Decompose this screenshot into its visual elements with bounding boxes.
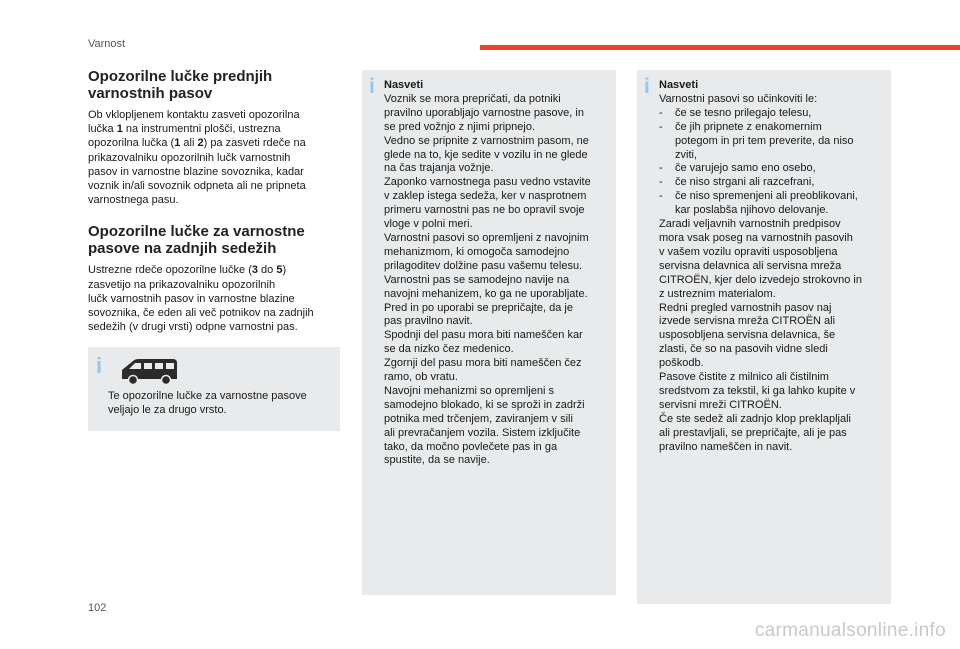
advice-line: se da nizko čez medenico. [384, 343, 514, 356]
bullet-dash: - [659, 162, 663, 175]
advice-line: ali prestavljali, se prepričajte, ali je pas [659, 426, 847, 439]
advice-line: ali prevračanjem vozila. Sistem izključite [384, 426, 581, 439]
left-column [88, 68, 340, 334]
advice-line: pas pravilno navit. [384, 315, 473, 328]
advice-line: Voznik se mora prepričati, da potniki [384, 92, 561, 105]
bullet-dash: - [659, 176, 663, 189]
bullet-line: kar poslabša njihovo delovanje. [675, 204, 829, 217]
bullet-text [675, 107, 885, 121]
bullet-line: zviti, [675, 148, 697, 161]
watermark: carmanualsonline.info [754, 620, 946, 641]
advice-line: Spodnji del pasu mora biti nameščen kar [384, 329, 583, 342]
advice-heading: Nasveti [659, 79, 699, 91]
bullet-text [675, 121, 885, 163]
section-label: Varnost [88, 38, 126, 50]
bullet-list [659, 107, 885, 218]
advice-line: Zgornji del pasu mora biti nameščen čez [384, 357, 582, 370]
advice-line: servisna delavnica ali servisna mreža [659, 259, 842, 272]
bullet-item [659, 107, 885, 121]
advice-line: Zaponko varnostnega pasu vedno vstavite [384, 176, 591, 189]
bullet-dash: - [659, 190, 663, 203]
advice-line: pravilno uporabljajo varnostne pasove, in [384, 106, 584, 119]
bullet-text [675, 162, 885, 176]
bullet-line: potegom in pri tem preverite, da niso [675, 134, 854, 147]
advice-panel-usage-content [384, 79, 610, 468]
paragraph-rear-belt-warnings: Ustrezne rdeče opozorilne lučke (3 do 5) zasvetijo na prikazovalniku opozorilnih lučk varnostnih pasov in varnostne blazine sovoznika, če eden ali več potnikov na zadnjih sedežih (v drugi vrsti) odpne varnostni pas. [88, 264, 314, 334]
advice-line: v zaklep istega sedeža, ker v nasprotnem [384, 190, 587, 203]
advice-line: poškodb. [659, 357, 704, 370]
advice-line: Pred in po uporabi se prepričajte, da je [384, 301, 573, 314]
advice-line: na čas trajanja vožnje. [384, 162, 494, 175]
advice-line: mehanizmom, ki omogoča samodejno [384, 245, 570, 258]
advice-line: tako, da močno povlečete pas in ga [384, 440, 558, 453]
info-icon: i [644, 75, 650, 98]
bullet-item [659, 190, 885, 218]
advice-line: izvede servisna mreža CITROËN ali [659, 315, 836, 328]
paragraph-front-belt-warnings: Ob vklopljenem kontaktu zasveti opozorilna lučka 1 na instrumentni plošči, ustrezna opozorilna lučka (1 ali 2) pa zasveti rdeče na prikazovalniku opozorilnih lučk varnostnih pasov in varnostne blazine sovoznika, kadar voznik in/ali sovoznik odpneta ali ne pripneta varnostnega pasu. [88, 109, 306, 207]
bullet-line: če niso strgani ali razcefrani, [675, 176, 815, 189]
page-number: 102 [88, 602, 107, 614]
info-box-second-row [88, 347, 340, 431]
advice-heading: Nasveti [384, 79, 424, 91]
advice-line: primeru varnostni pas ne bo opravil svoje [384, 204, 585, 217]
advice-line: Pasove čistite z milnico ali čistilnim [659, 371, 829, 384]
advice-line: samodejno blokado, ki se sproži in zadrži [384, 398, 585, 411]
bullet-item [659, 176, 885, 190]
advice-line: Vedno se pripnite z varnostnim pasom, ne [384, 134, 589, 147]
advice-line: servisni mreži CITROËN. [659, 398, 782, 411]
advice-line: CITROËN, kjer delo izvedejo strokovno in [659, 273, 862, 286]
heading-front-belt-warnings: Opozorilne lučke prednjih varnostnih pasov [88, 68, 273, 102]
advice-text [659, 218, 885, 454]
advice-panel-usage [362, 70, 616, 595]
info-box-text: Te opozorilne lučke za varnostne pasove veljajo le za drugo vrsto. [108, 390, 307, 416]
accent-bar [480, 45, 960, 50]
advice-panel-effectiveness [637, 70, 891, 604]
advice-line: potnika med trčenjem, zaviranjem v sili [384, 412, 573, 425]
advice-line: zlasti, če so na pasovih vidne sledi [659, 343, 828, 356]
advice-line: v vašem vozilu opraviti usposobljena [659, 245, 838, 258]
info-icon: i [96, 353, 103, 378]
bullet-line: če jih pripnete z enakomernim [675, 120, 822, 133]
info-icon: i [369, 75, 375, 98]
advice-line: sredstvom za tekstil, ki ga lahko kupite v [659, 384, 856, 397]
van-icon [119, 356, 179, 386]
advice-line: ramo, ob vratu. [384, 371, 458, 384]
bullet-item [659, 162, 885, 176]
advice-line: Varnostni pas se samodejno navije na [384, 273, 570, 286]
bullet-line: če varujejo samo eno osebo, [675, 162, 816, 175]
bullet-line: če niso spremenjeni ali preoblikovani, [675, 190, 858, 203]
bullet-text [675, 190, 885, 218]
bullet-dash: - [659, 106, 663, 119]
bullet-dash: - [659, 120, 663, 133]
advice-line: Zaradi veljavnih varnostnih predpisov [659, 218, 841, 231]
advice-line: glede na to, kje sedite v vozilu in ne glede [384, 148, 588, 161]
bullet-item [659, 121, 885, 163]
advice-line: Navojni mehanizmi so opremljeni s [384, 384, 554, 397]
advice-line: spustite, da se navije. [384, 454, 490, 467]
advice-line: Redni pregled varnostnih pasov naj [659, 301, 832, 314]
advice-line: mora vsak poseg na varnostnih pasovih [659, 231, 853, 244]
advice-line: navojni mehanizem, ko ga ne uporabljate. [384, 287, 588, 300]
advice-line: usposobljena servisna delavnica, še [659, 329, 836, 342]
advice-line: Varnostni pasovi so opremljeni z navojnim [384, 231, 589, 244]
advice-line: z ustreznim materialom. [659, 287, 776, 300]
heading-rear-belt-warnings: Opozorilne lučke za varnostne pasove na zadnjih sedežih [88, 223, 305, 258]
bullet-text [675, 176, 885, 190]
advice-panel-effectiveness-content [659, 79, 885, 454]
advice-line: pravilno nameščen in navit. [659, 440, 793, 453]
advice-line: se pred vožnjo z njimi pripnejo. [384, 120, 536, 133]
bullet-line: če se tesno prilegajo telesu, [675, 106, 812, 119]
advice-line: vloge v polni meri. [384, 218, 473, 231]
advice-line: prilagoditev dolžine pasu vašemu telesu. [384, 259, 583, 272]
advice-line: Če ste sedež ali zadnjo klop preklapljali [659, 412, 851, 425]
advice-intro: Varnostni pasovi so učinkoviti le: [659, 92, 818, 105]
